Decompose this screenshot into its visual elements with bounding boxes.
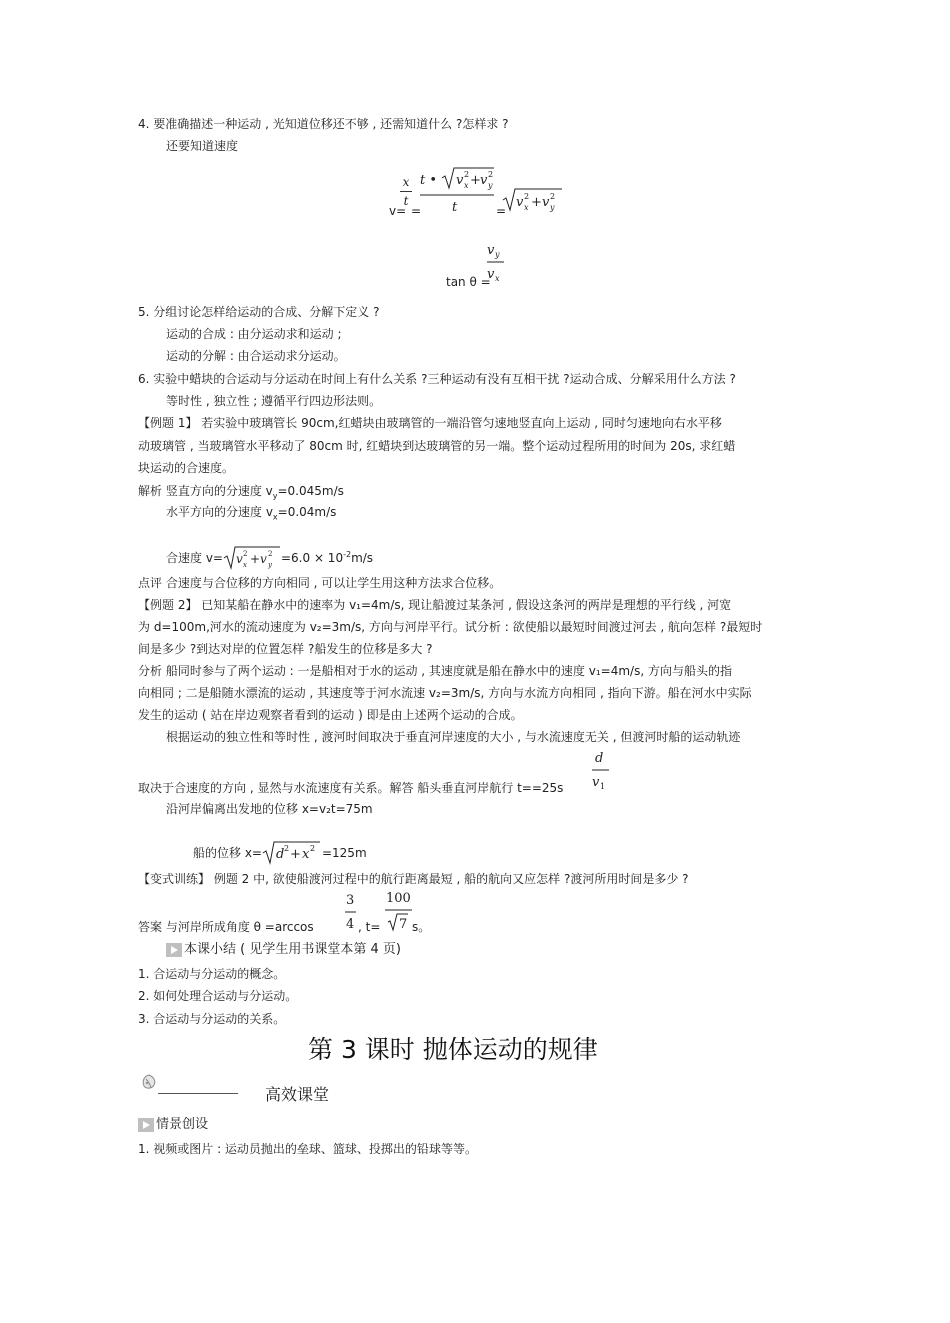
svg-text:v: v (480, 173, 488, 188)
vy-over-vx (486, 240, 506, 286)
svg-text:x: x (464, 181, 469, 190)
leaf-icon (140, 1073, 158, 1091)
svg-text:7: 7 (399, 917, 408, 932)
svg-text:y: y (488, 181, 493, 190)
section-heading: 高效课堂 (265, 1085, 330, 1104)
hundred-over-sqrt7 (384, 888, 414, 934)
svg-text:+: + (289, 847, 301, 862)
svg-text:t: t (452, 200, 458, 214)
variant-answer: 答案 与河岸所成角度 θ =arccos (138, 920, 314, 934)
svg-text:v: v (235, 552, 243, 566)
comment: 点评 合速度与合位移的方向相同 , 可以让学生用这种方法求合位移。 (138, 576, 502, 590)
question-6: 6. 实验中蜡块的合运动与分运动在时间上有什么关系 ?三种运动有没有互相干扰 ?运动合成、分解采用什么方法 ? (138, 372, 736, 386)
sqrt-d2-x2 (262, 839, 322, 865)
svg-text:2: 2 (488, 170, 494, 179)
summary-item-1: 1. 合运动与分运动的概念。 (138, 967, 286, 981)
question-5: 5. 分组讨论怎样给运动的合成、分解下定义 ? (138, 305, 380, 319)
play-icon (166, 943, 182, 957)
svg-text:v: v (516, 195, 524, 210)
svg-text:x: x (524, 203, 529, 212)
example-2-line3: 间是多少 ?到达对岸的位置怎样 ?船发生的位移是多大 ? (138, 642, 433, 656)
svg-text:t •: t • (420, 173, 438, 188)
analysis-2-offset: 沿河岸偏离出发地的位移 x=v₂t=75m (166, 802, 373, 816)
question-4: 4. 要准确描述一种运动 , 光知道位移还不够 , 还需知道什么 ?怎样求 ? (138, 117, 509, 131)
svg-text:y: y (267, 561, 272, 569)
svg-text:d: d (275, 847, 285, 862)
example-2-line2: 为 d=100m,河水的流动速度为 v₂=3m/s, 方向与河岸平行。试分析 : 欲使船以最短时间渡过河去 , 航向怎样 ?最短时 (138, 620, 763, 634)
svg-text:y: y (495, 250, 500, 259)
svg-text:1: 1 (600, 782, 606, 791)
scene-heading: 情景创设 (138, 1117, 208, 1133)
lesson-title: 第 3 课时 抛体运动的规律 (308, 1035, 598, 1064)
variant-answer-t: , t= (358, 920, 381, 934)
example-2-line1: 【例题 2】 已知某船在静水中的速率为 v₁=4m/s, 现让船渡过某条河 , 假设这条河的两岸是理想的平行线 , 河宽 (138, 598, 732, 612)
svg-text:2: 2 (283, 844, 290, 853)
svg-text:v: v (487, 267, 495, 282)
variant-training: 【变式训练】 例题 2 中, 欲使船渡河过程中的航行距离最短 , 船的航向又应怎样 ?渡河所用时间是多少 ? (138, 872, 689, 886)
summary-item-3: 3. 合运动与分运动的关系。 (138, 1012, 286, 1026)
analysis-vy: 解析 竖直方向的分速度 $v_y=0.045m/s$ (138, 484, 344, 501)
svg-text:d: d (595, 751, 604, 766)
svg-text:v: v (592, 775, 600, 790)
answer-5b: 运动的分解 : 由合运动求分运动。 (166, 349, 346, 363)
answer-4: 还要知道速度 (166, 139, 239, 153)
analysis-2-line1: 分析 船同时参与了两个运动 : 一是船相对于水的运动 , 其速度就是船在静水中的速度 v₁=4m/s, 方向与船头的指 (138, 664, 732, 678)
svg-text:v: v (259, 552, 267, 566)
summary-item-2: 2. 如何处理合运动与分运动。 (138, 989, 298, 1003)
svg-text:+: + (249, 552, 261, 566)
svg-text:v: v (542, 195, 550, 210)
analysis-2-time: 取决于合速度的方向 , 显然与水流速度有关系。解答 船头垂直河岸航行 t==25s (138, 781, 564, 795)
example-1-line2: 动玻璃管 , 当玻璃管水平移动了 80cm 时, 红蜡块到达玻璃管的另一端。整个运动过程所用的时间为 20s, 求红蜡 (138, 439, 736, 453)
d-over-v1 (591, 748, 611, 792)
sqrt-vx2-vy2 (502, 186, 564, 214)
svg-text:2: 2 (267, 550, 273, 558)
analysis-2-line3: 发生的运动 ( 站在岸边观察者看到的运动 ) 即是由上述两个运动的合成。 (138, 708, 523, 722)
fraction-t-sqrt (418, 166, 496, 214)
svg-text:2: 2 (242, 550, 248, 558)
svg-text:2: 2 (309, 844, 316, 853)
analysis-vx: 水平方向的分速度 $v_x=0.04m/s$ (166, 505, 337, 522)
svg-text:+: + (531, 195, 542, 210)
svg-text:100: 100 (386, 891, 411, 906)
variant-answer-unit: s。 (412, 920, 431, 934)
svg-text:2: 2 (464, 170, 470, 179)
svg-text:4: 4 (346, 917, 355, 932)
svg-text:y: y (550, 203, 555, 212)
analysis-2-line2: 向相同 ; 二是船随水漂流的运动 , 其速度等于河水流速 v₂=3m/s, 方向与水流方向相同 , 指向下游。船在河水中实际 (138, 686, 752, 700)
svg-text:3: 3 (346, 893, 355, 908)
svg-text:2: 2 (550, 192, 556, 201)
answer-5a: 运动的合成 : 由分运动求和运动 ; (166, 327, 342, 341)
example-1-line3: 块运动的合速度。 (138, 461, 235, 475)
summary-heading: 本课小结 ( 见学生用书课堂本第 4 页) (166, 942, 401, 958)
three-over-four (344, 890, 358, 934)
svg-text:v: v (456, 173, 464, 188)
svg-text:+: + (470, 173, 481, 188)
svg-text:x: x (242, 561, 247, 569)
scene-item-1: 1. 视频或图片 : 运动员抛出的垒球、篮球、投掷出的铅球等等。 (138, 1142, 477, 1156)
svg-text:2: 2 (524, 192, 530, 201)
sqrt-vx2-vy2-small (223, 544, 281, 570)
answer-6: 等时性 , 独立性 ; 遵循平行四边形法则。 (166, 394, 382, 408)
analysis-2-displacement: 船的位移 x= d 2 + x 2 =125m (193, 839, 367, 865)
analysis-v: 合速度 v= v 2 x + v 2 y $=6.0 \times 10^{-2}m/s$ (166, 544, 373, 570)
section-underline (158, 1093, 238, 1094)
analysis-2-line4: 根据运动的独立性和等时性 , 渡河时间取决于垂直河岸速度的大小 , 与水流速度无关 , 但渡河时船的运动轨迹 (166, 730, 741, 744)
example-1-line1: 【例题 1】 若实验中玻璃管长 90cm,红蜡块由玻璃管的一端沿管匀速地竖直向上运动 , 同时匀速地向右水平移 (138, 416, 722, 430)
svg-text:x: x (495, 274, 500, 283)
play-icon (138, 1118, 154, 1132)
svg-text:x: x (301, 847, 310, 862)
svg-text:v: v (487, 243, 495, 258)
